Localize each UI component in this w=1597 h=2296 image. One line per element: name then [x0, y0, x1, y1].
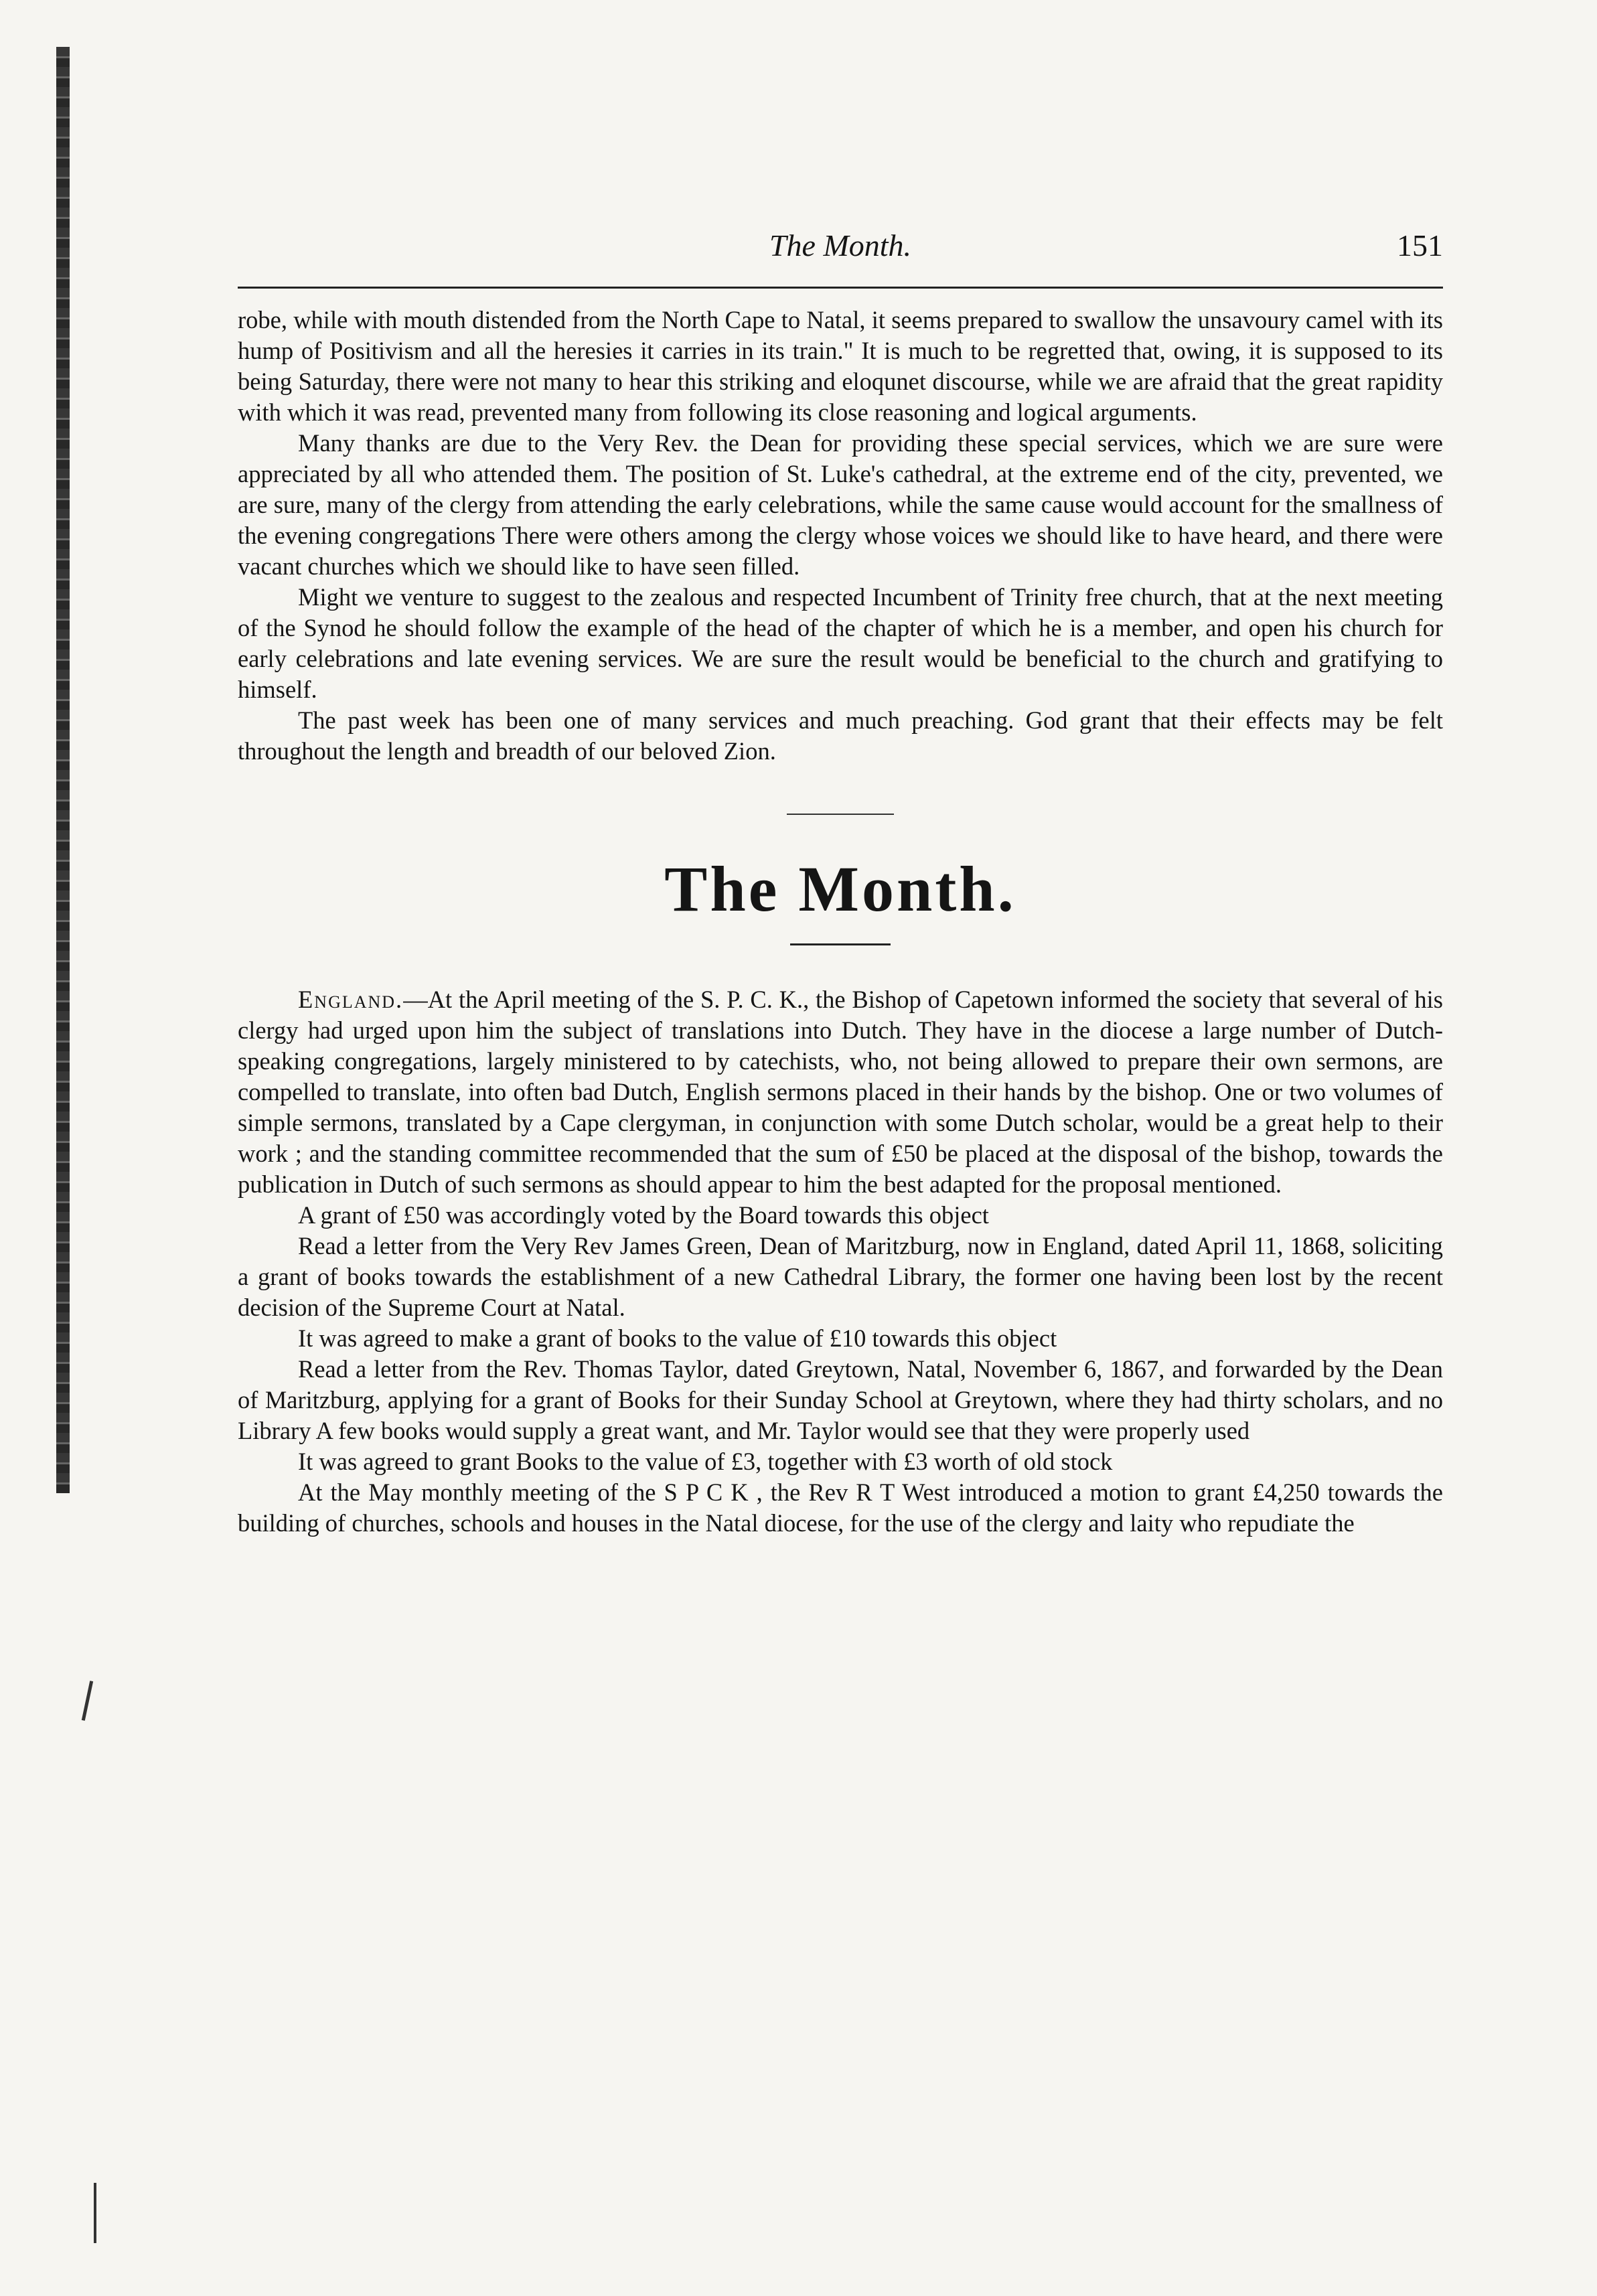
- paragraph: Read a letter from the Very Rev James Green, Dean of Maritzburg, now in England, dated April 11, 1868, soliciting a grant of books towards the establishment of a new Cathedral Library, the former one having been lost by the recent decision of the Supreme Court at Natal.: [238, 1232, 1443, 1321]
- margin-mark: [94, 2183, 96, 2243]
- lead-word: England.: [298, 986, 404, 1013]
- paragraph: A grant of £50 was accordingly voted by the Board towards this object: [298, 1201, 989, 1229]
- section-title: The Month.: [664, 853, 1016, 925]
- paragraph: The past week has been one of many services and much preaching. God grant that their effects may be felt throughout the length and breadth of our beloved Zion.: [238, 706, 1443, 765]
- paragraph: Might we venture to suggest to the zealous and respected Incumbent of Trinity free church, that at the next meeting of the Synod he should follow the example of the head of the chapter of which he is a member, and open his church for early celebrations and late evening services. We are sure the result would be beneficial to the church and gratifying to himself.: [238, 583, 1443, 703]
- header-rule: [238, 287, 1443, 289]
- paragraph: At the May monthly meeting of the S P C K , the Rev R T West introduced a motion to grant £4,250 towards the building of churches, schools and houses in the Natal diocese, for the use of the clergy and laity who repudiate the: [238, 1478, 1443, 1537]
- paragraph: Read a letter from the Rev. Thomas Taylor, dated Greytown, Natal, November 6, 1867, and forwarded by the Dean of Maritzburg, applying for a grant of Books for their Sunday School at Greytown, where they had thirty scholars, and no Library A few books would supply a great want, and Mr. Taylor would see that they were properly used: [238, 1355, 1443, 1444]
- title-rule: [790, 943, 891, 945]
- running-title: The Month.: [769, 228, 912, 262]
- page-number: 151: [1397, 228, 1443, 262]
- page: [238, 228, 1443, 1539]
- paragraph: robe, while with mouth distended from the North Cape to Natal, it seems prepared to swallow the unsavoury camel with its hump of Positivism and all the heresies it carries in its train." It is much to be regretted that, owing, it is supposed to its being Saturday, there were not many to hear this striking and eloqunet discourse, while we are afraid that the great rapidity with which it was read, prevented many from following its close reasoning and logical arguments.: [238, 306, 1443, 426]
- lead-text: —At the April meeting of the S. P. C. K., the Bishop of Capetown informed the society that several of his clergy had urged upon him the subject of translations into Dutch. They have in the diocese a large number of Dutch-speaking congregations, largely ministered to by catechists, who, not being allowed to prepare their own sermons, are compelled to translate, into often bad Dutch, English sermons placed in their hands by the bishop. One or two volumes of simple sermons, translated by a Cape clergyman, in conjunction with some Dutch scholar, would be a great help to their work ; and the standing committee recommended that the sum of £50 be placed at the disposal of the bishop, towards the publication in Dutch of such sermons as should appear to him the best adapted for the proposal mentioned.: [238, 986, 1443, 1198]
- running-head: [238, 228, 1443, 281]
- lead-paragraph: [238, 984, 1443, 1200]
- section-divider: [787, 814, 894, 815]
- article-continuation: [238, 305, 1443, 767]
- paragraph: It was agreed to grant Books to the value of £3, together with £3 worth of old stock: [298, 1448, 1113, 1475]
- margin-mark: [82, 1681, 93, 1721]
- binding-edge: [56, 47, 70, 1493]
- section-body: [238, 984, 1443, 1539]
- paragraph: Many thanks are due to the Very Rev. the Dean for providing these special services, which we are sure were appreciated by all who attended them. The position of St. Luke's cathedral, at the extreme end of the city, prevented, we are sure, many of the clergy from attending the early celebrations, while the same cause would account for the smallness of the evening congregations There were others among the clergy whose voices we should like to have heard, and there were vacant churches which we should like to have seen filled.: [238, 429, 1443, 580]
- paragraph: It was agreed to make a grant of books to the value of £10 towards this object: [298, 1324, 1057, 1352]
